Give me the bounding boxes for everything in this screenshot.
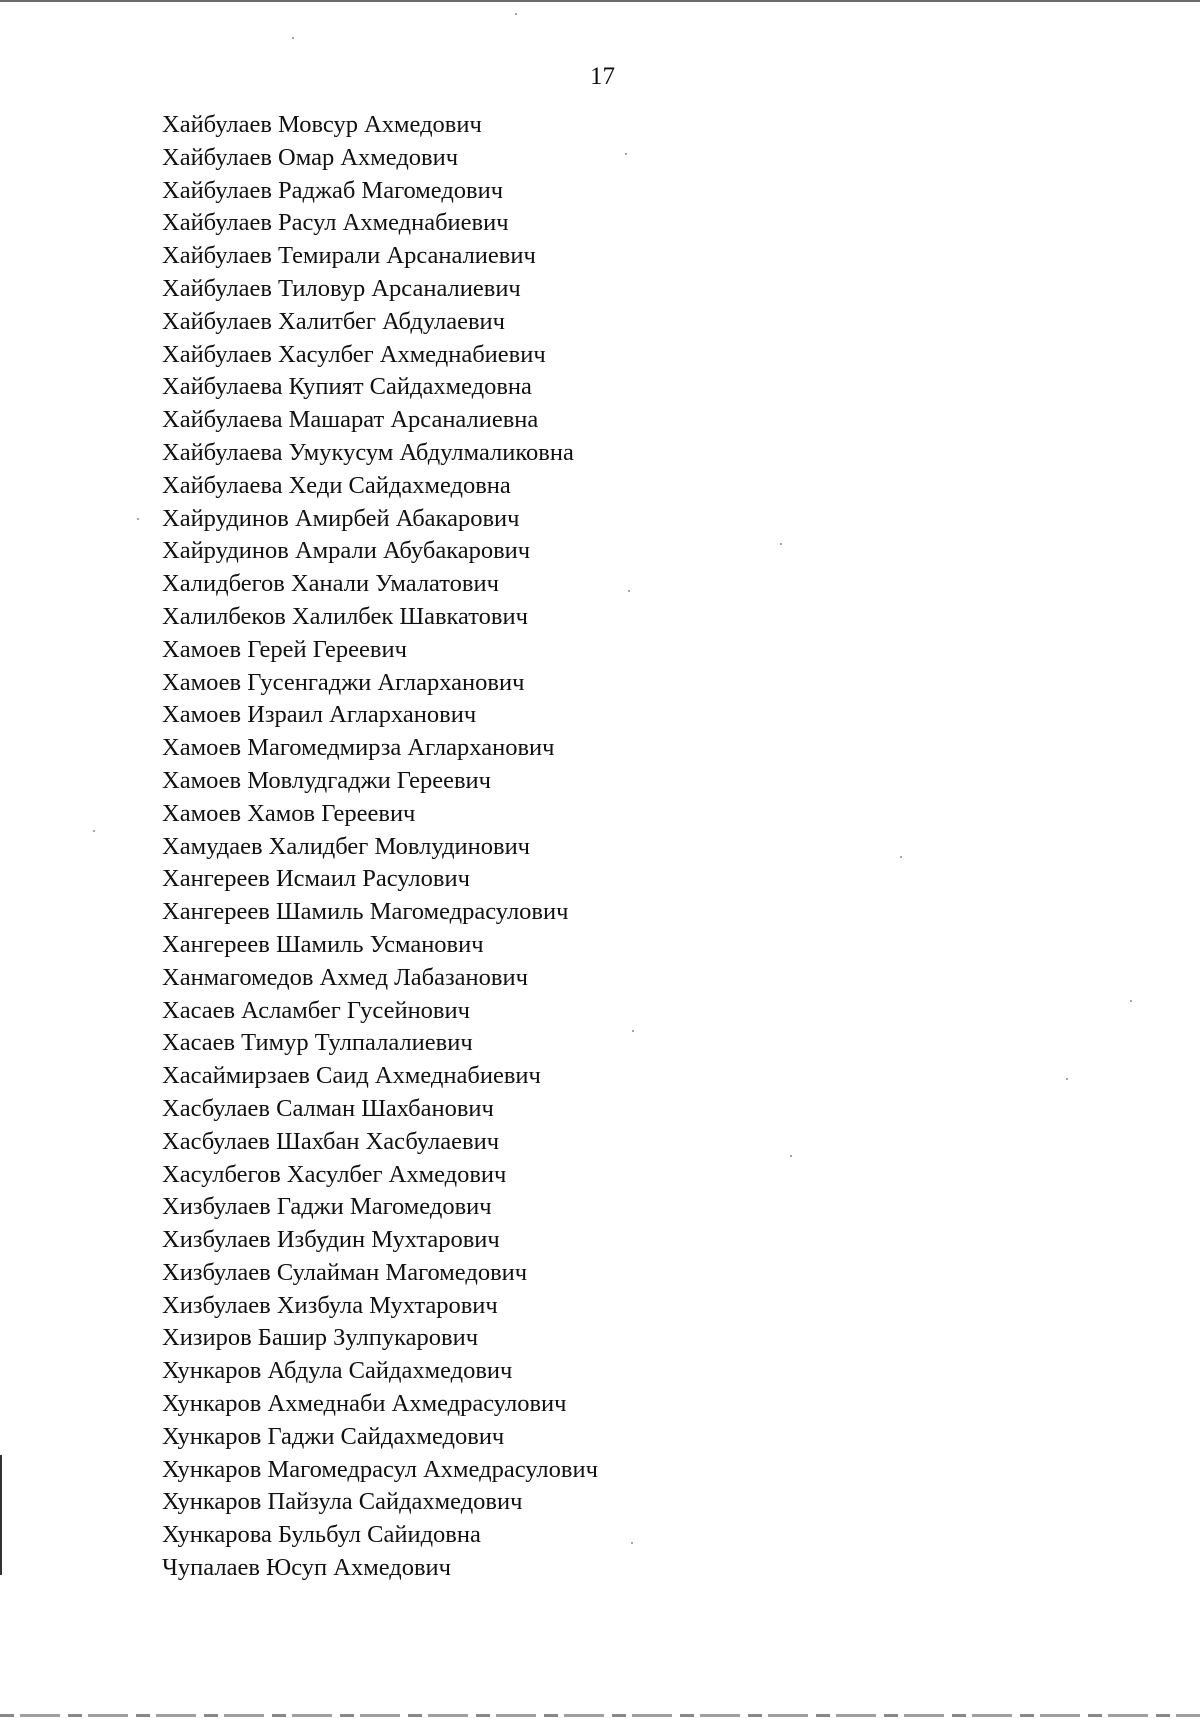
list-item: Хайбулаева Хеди Сайдахмедовна [162,471,511,499]
list-item: Хамоев Герей Гереевич [162,635,407,663]
list-item: Хункаров Гаджи Сайдахмедович [162,1422,505,1450]
scan-speck [1066,1078,1068,1080]
list-item: Хамоев Хамов Гереевич [162,799,416,827]
list-item: Хайбулаев Расул Ахмеднабиевич [162,209,509,237]
list-item: Хангереев Шамиль Усманович [162,930,484,958]
scan-speck [292,37,294,39]
scan-speck [1130,1000,1132,1002]
list-item: Хасаев Асламбег Гусейнович [162,996,470,1024]
list-item: Хайрудинов Амирбей Абакарович [162,504,520,532]
list-item: Хункаров Пайзула Сайдахмедович [162,1488,523,1516]
list-item: Хизбулаев Гаджи Магомедович [162,1193,492,1221]
list-item: Хункаров Ахмеднаби Ахмедрасулович [162,1390,567,1418]
list-item: Хизбулаев Хизбула Мухтарович [162,1291,498,1319]
list-item: Хункаров Магомедрасул Ахмедрасулович [162,1455,598,1483]
list-item: Хизбулаев Сулайман Магомедович [162,1258,528,1286]
list-item: Чупалаев Юсуп Ахмедович [162,1554,451,1582]
list-item: Хункарова Бульбул Сайидовна [162,1521,481,1549]
scan-speck [790,1155,792,1157]
scan-speck [628,590,630,592]
list-item: Хамудаев Халидбег Мовлудинович [162,832,531,860]
list-item: Хамоев Гусенгаджи Агларханович [162,668,525,696]
list-item: Хайбулаев Халитбег Абдулаевич [162,307,505,335]
list-item: Халилбеков Халилбек Шавкатович [162,602,528,630]
list-item: Халидбегов Ханали Умалатович [162,570,499,598]
list-item: Хайбулаева Машарат Арсаналиевна [162,406,539,434]
scan-left-mark [0,1455,2,1575]
scan-speck [515,13,517,15]
list-item: Хангереев Шамиль Магомедрасулович [162,898,569,926]
list-item: Хайбулаев Омар Ахмедович [162,143,459,171]
scan-speck [137,518,139,520]
name-list [162,109,598,1585]
list-item: Хайрудинов Амрали Абубакарович [162,537,531,565]
list-item: Хизиров Башир Зулпукарович [162,1324,479,1352]
list-item: Хангереев Исмаил Расулович [162,865,470,893]
scan-speck [632,1030,634,1032]
list-item: Хайбулаева Умукусум Абдулмаликовна [162,438,574,466]
list-item: Хамоев Израил Агларханович [162,701,477,729]
scan-speck [900,856,902,858]
scan-speck [780,543,782,545]
list-item: Хасулбегов Хасулбег Ахмедович [162,1160,507,1188]
list-item: Хайбулаев Тиловур Арсаналиевич [162,274,521,302]
list-item: Хункаров Абдула Сайдахмедович [162,1357,513,1385]
list-item: Хасаймирзаев Саид Ахмеднабиевич [162,1062,541,1090]
list-item: Хайбулаев Темирали Арсаналиевич [162,242,536,270]
list-item: Хизбулаев Избудин Мухтарович [162,1226,500,1254]
scan-speck [625,153,627,155]
list-item: Хасбулаев Шахбан Хасбулаевич [162,1127,500,1155]
list-item: Хайбулаев Раджаб Магомедович [162,176,504,204]
list-item: Хамоев Магомедмирза Агларханович [162,734,555,762]
list-item: Ханмагомедов Ахмед Лабазанович [162,963,528,991]
list-item: Хасаев Тимур Тулпалалиевич [162,1029,473,1057]
scan-speck [631,1542,633,1544]
list-item: Хайбулаев Хасулбег Ахмеднабиевич [162,340,546,368]
scan-bottom-edge [0,1714,1200,1717]
scan-top-edge [0,0,1200,2]
list-item: Хамоев Мовлудгаджи Гереевич [162,766,491,794]
list-item: Хайбулаев Мовсур Ахмедович [162,111,482,138]
list-item: Хайбулаева Купият Сайдахмедовна [162,373,532,401]
page-number: 17 [590,63,615,90]
scan-speck [93,830,95,832]
list-item: Хасбулаев Салман Шахбанович [162,1094,494,1122]
